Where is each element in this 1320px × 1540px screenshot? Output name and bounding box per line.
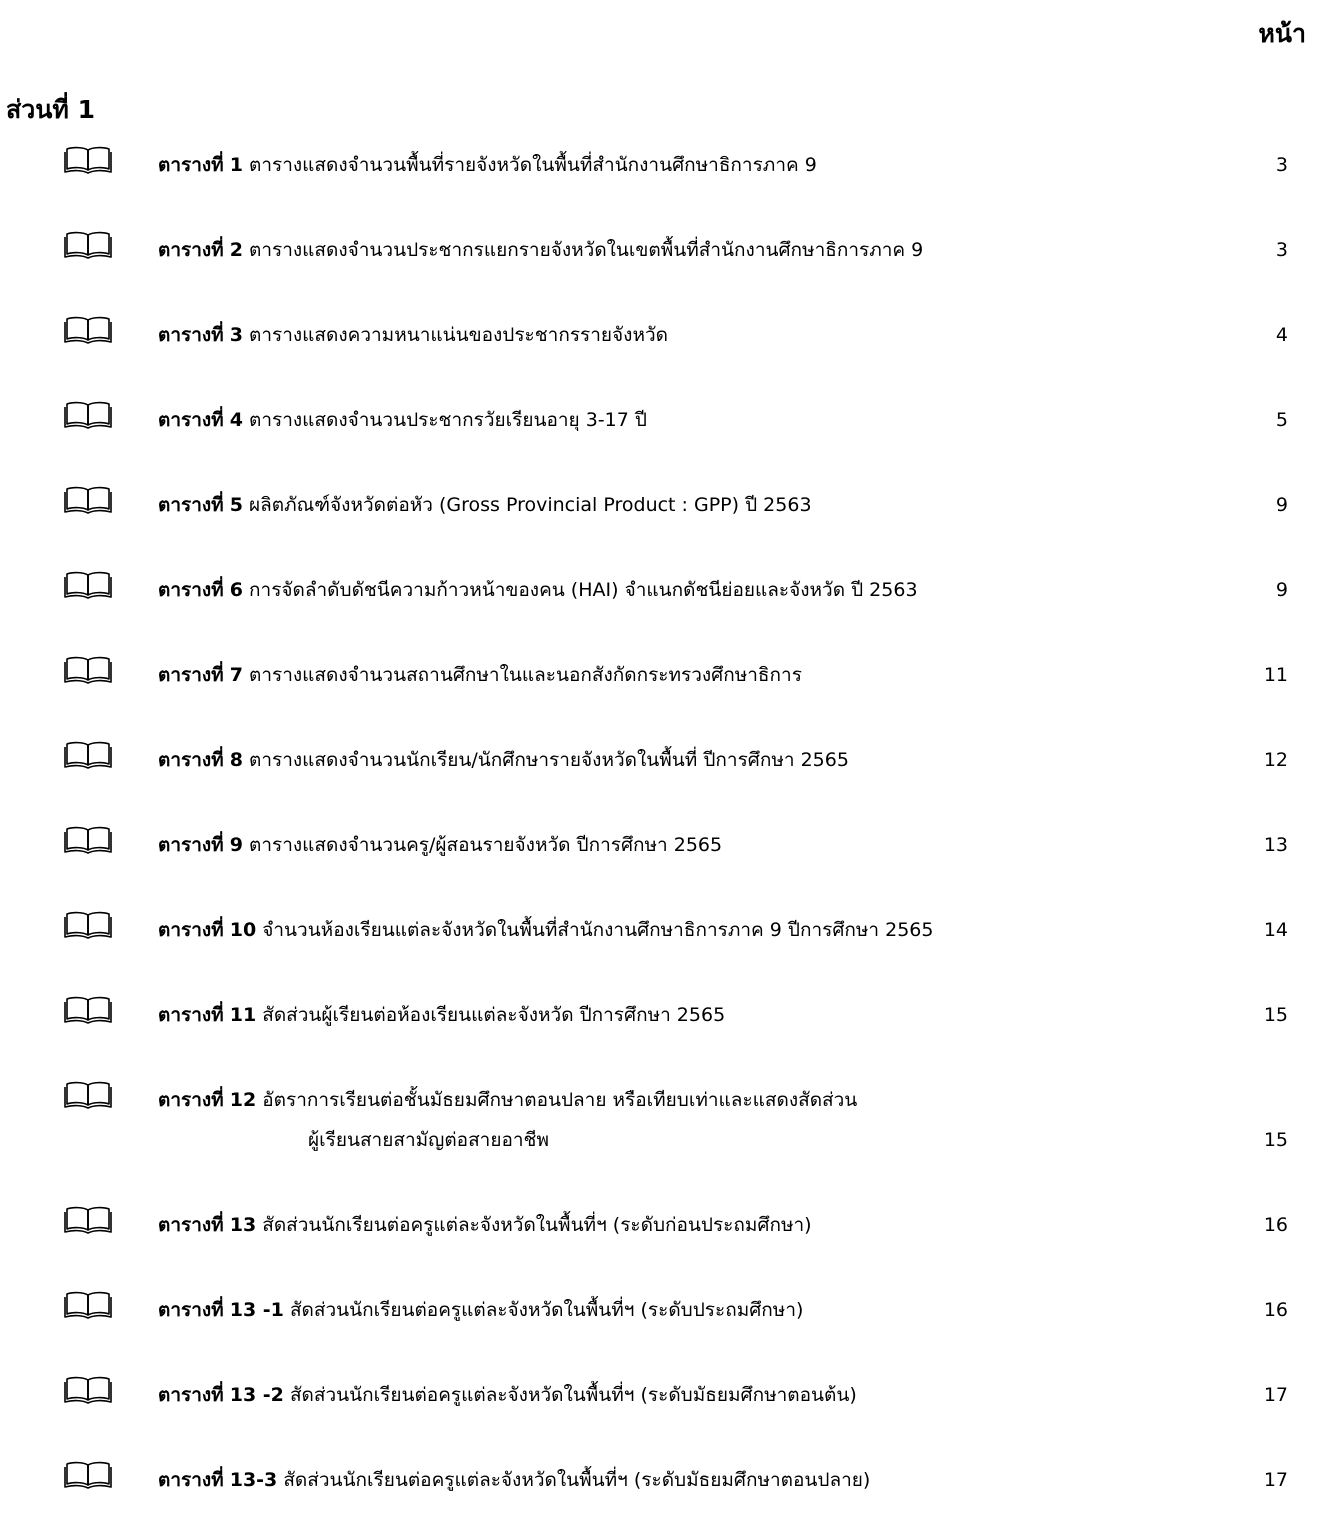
entry-label: ตารางที่ xyxy=(158,324,224,346)
entry-page-number: 9 xyxy=(1275,579,1288,601)
entry-label: ตารางที่ xyxy=(158,239,224,261)
entry-number: 5 xyxy=(229,494,243,516)
entry-label: ตารางที่ xyxy=(158,749,224,771)
entry-page-number: 5 xyxy=(1275,409,1288,431)
entry-page-number: 16 xyxy=(1263,1299,1288,1321)
entry-text xyxy=(158,400,1238,440)
entry-title: อัตราการเรียนต่อชั้นมัธยมศึกษาตอนปลาย หรือเทียบเท่าและแสดงสัดส่วน xyxy=(262,1089,858,1111)
entry-title: ตารางแสดงจำนวนพื้นที่รายจังหวัดในพื้นที่สำนักงานศึกษาธิการภาค 9 xyxy=(249,154,817,176)
entry-number: 4 xyxy=(229,409,243,431)
table-entry[interactable] xyxy=(0,1285,1320,1370)
entry-page-number: 12 xyxy=(1263,749,1288,771)
table-entry[interactable] xyxy=(0,140,1320,225)
book-icon xyxy=(63,1290,113,1320)
book-icon xyxy=(63,825,113,855)
entry-label: ตารางที่ xyxy=(158,1469,224,1491)
entry-page-number: 3 xyxy=(1275,154,1288,176)
table-entry[interactable] xyxy=(0,1455,1320,1540)
entry-label: ตารางที่ xyxy=(158,1004,224,1026)
entry-title: สัดส่วนผู้เรียนต่อห้องเรียนแต่ละจังหวัด ปีการศึกษา 2565 xyxy=(262,1004,726,1026)
entry-label: ตารางที่ xyxy=(158,919,224,941)
entry-page-number: 11 xyxy=(1263,664,1288,686)
book-icon xyxy=(63,995,113,1025)
entry-text xyxy=(158,1375,1238,1415)
entry-title: ตารางแสดงจำนวนประชากรแยกรายจังหวัดในเขตพื้นที่สำนักงานศึกษาธิการภาค 9 xyxy=(249,239,924,261)
entry-text xyxy=(158,655,1238,695)
table-entry[interactable] xyxy=(0,990,1320,1075)
table-entry[interactable] xyxy=(0,310,1320,395)
book-icon xyxy=(63,230,113,260)
entry-page-number: 4 xyxy=(1275,324,1288,346)
entry-text xyxy=(158,1460,1238,1500)
table-entry[interactable] xyxy=(0,225,1320,310)
entry-page-number: 9 xyxy=(1275,494,1288,516)
entry-number: 13 -2 xyxy=(229,1384,284,1406)
entry-title: ตารางแสดงจำนวนประชากรวัยเรียนอายุ 3-17 ปี xyxy=(249,409,647,431)
entry-title: สัดส่วนนักเรียนต่อครูแต่ละจังหวัดในพื้นที่ฯ (ระดับมัธยมศึกษาตอนต้น) xyxy=(289,1384,857,1406)
entry-title: จำนวนห้องเรียนแต่ละจังหวัดในพื้นที่สำนักงานศึกษาธิการภาค 9 ปีการศึกษา 2565 xyxy=(262,919,934,941)
table-entry[interactable] xyxy=(0,1075,1320,1200)
entry-label: ตารางที่ xyxy=(158,409,224,431)
entry-text xyxy=(158,315,1238,355)
book-icon xyxy=(63,400,113,430)
book-icon xyxy=(63,1375,113,1405)
table-entry[interactable] xyxy=(0,1370,1320,1455)
entry-number: 13 xyxy=(229,1214,257,1236)
entry-label: ตารางที่ xyxy=(158,1384,224,1406)
entry-page-number: 17 xyxy=(1263,1469,1288,1491)
book-icon xyxy=(63,145,113,175)
entry-label: ตารางที่ xyxy=(158,834,224,856)
entry-text xyxy=(158,740,1238,780)
table-entry[interactable] xyxy=(0,395,1320,480)
table-entry[interactable] xyxy=(0,650,1320,735)
entry-label: ตารางที่ xyxy=(158,1214,224,1236)
book-icon xyxy=(63,315,113,345)
entry-label: ตารางที่ xyxy=(158,579,224,601)
entry-page-number: 3 xyxy=(1275,239,1288,261)
book-icon xyxy=(63,1080,113,1110)
entry-title: สัดส่วนนักเรียนต่อครูแต่ละจังหวัดในพื้นที่ฯ (ระดับมัธยมศึกษาตอนปลาย) xyxy=(283,1469,871,1491)
entry-label: ตารางที่ xyxy=(158,494,224,516)
entry-label: ตารางที่ xyxy=(158,1299,224,1321)
entry-label: ตารางที่ xyxy=(158,1089,224,1111)
entry-page-number: 13 xyxy=(1263,834,1288,856)
entry-number: 11 xyxy=(229,1004,257,1026)
entry-text xyxy=(158,485,1238,525)
table-list xyxy=(0,140,1320,1540)
entry-title: ตารางแสดงจำนวนสถานศึกษาในและนอกสังกัดกระทรวงศึกษาธิการ xyxy=(249,664,802,686)
entry-title: ตารางแสดงจำนวนครู/ผู้สอนรายจังหวัด ปีการศึกษา 2565 xyxy=(249,834,723,856)
entry-number: 10 xyxy=(229,919,257,941)
entry-number: 3 xyxy=(229,324,243,346)
entry-page-number: 15 xyxy=(1263,1004,1288,1026)
entry-title: สัดส่วนนักเรียนต่อครูแต่ละจังหวัดในพื้นที่ฯ (ระดับประถมศึกษา) xyxy=(289,1299,804,1321)
table-entry[interactable] xyxy=(0,820,1320,905)
entry-text xyxy=(158,570,1238,610)
entry-text xyxy=(158,910,1238,950)
entry-number: 13-3 xyxy=(229,1469,278,1491)
table-entry[interactable] xyxy=(0,565,1320,650)
entry-page-number: 15 xyxy=(1263,1129,1288,1151)
entry-page-number: 16 xyxy=(1263,1214,1288,1236)
entry-text xyxy=(158,995,1238,1035)
entry-title: การจัดลำดับดัชนีความก้าวหน้าของคน (HAI) จำแนกดัชนีย่อยและจังหวัด ปี 2563 xyxy=(249,579,918,601)
table-entry[interactable] xyxy=(0,905,1320,990)
entry-number: 12 xyxy=(229,1089,257,1111)
entry-title-continued: ผู้เรียนสายสามัญต่อสายอาชีพ xyxy=(308,1129,549,1151)
entry-page-number: 17 xyxy=(1263,1384,1288,1406)
book-icon xyxy=(63,740,113,770)
book-icon xyxy=(63,1460,113,1490)
entry-label: ตารางที่ xyxy=(158,154,224,176)
book-icon xyxy=(63,485,113,515)
book-icon xyxy=(63,570,113,600)
entry-label: ตารางที่ xyxy=(158,664,224,686)
table-entry[interactable] xyxy=(0,1200,1320,1285)
entry-text xyxy=(158,1205,1238,1245)
entry-number: 13 -1 xyxy=(229,1299,284,1321)
entry-title: สัดส่วนนักเรียนต่อครูแต่ละจังหวัดในพื้นที่ฯ (ระดับก่อนประถมศึกษา) xyxy=(262,1214,812,1236)
entry-title: ตารางแสดงความหนาแน่นของประชากรรายจังหวัด xyxy=(249,324,668,346)
entry-text xyxy=(158,1290,1238,1330)
section-title: ส่วนที่ 1 xyxy=(6,95,95,124)
entry-number: 8 xyxy=(229,749,243,771)
book-icon xyxy=(63,1205,113,1235)
page-column-header: หน้า xyxy=(1258,19,1306,48)
entry-number: 1 xyxy=(229,154,243,176)
entry-number: 6 xyxy=(229,579,243,601)
book-icon xyxy=(63,910,113,940)
entry-title: ผลิตภัณฑ์จังหวัดต่อหัว (Gross Provincial Product : GPP) ปี 2563 xyxy=(249,494,812,516)
table-entry[interactable] xyxy=(0,735,1320,820)
entry-page-number: 14 xyxy=(1263,919,1288,941)
table-entry[interactable] xyxy=(0,480,1320,565)
entry-text xyxy=(158,230,1238,270)
book-icon xyxy=(63,655,113,685)
entry-text xyxy=(158,1080,1238,1160)
entry-number: 7 xyxy=(229,664,243,686)
entry-title: ตารางแสดงจำนวนนักเรียน/นักศึกษารายจังหวัดในพื้นที่ ปีการศึกษา 2565 xyxy=(249,749,849,771)
entry-text xyxy=(158,825,1238,865)
entry-text xyxy=(158,145,1238,185)
entry-number: 2 xyxy=(229,239,243,261)
entry-number: 9 xyxy=(229,834,243,856)
